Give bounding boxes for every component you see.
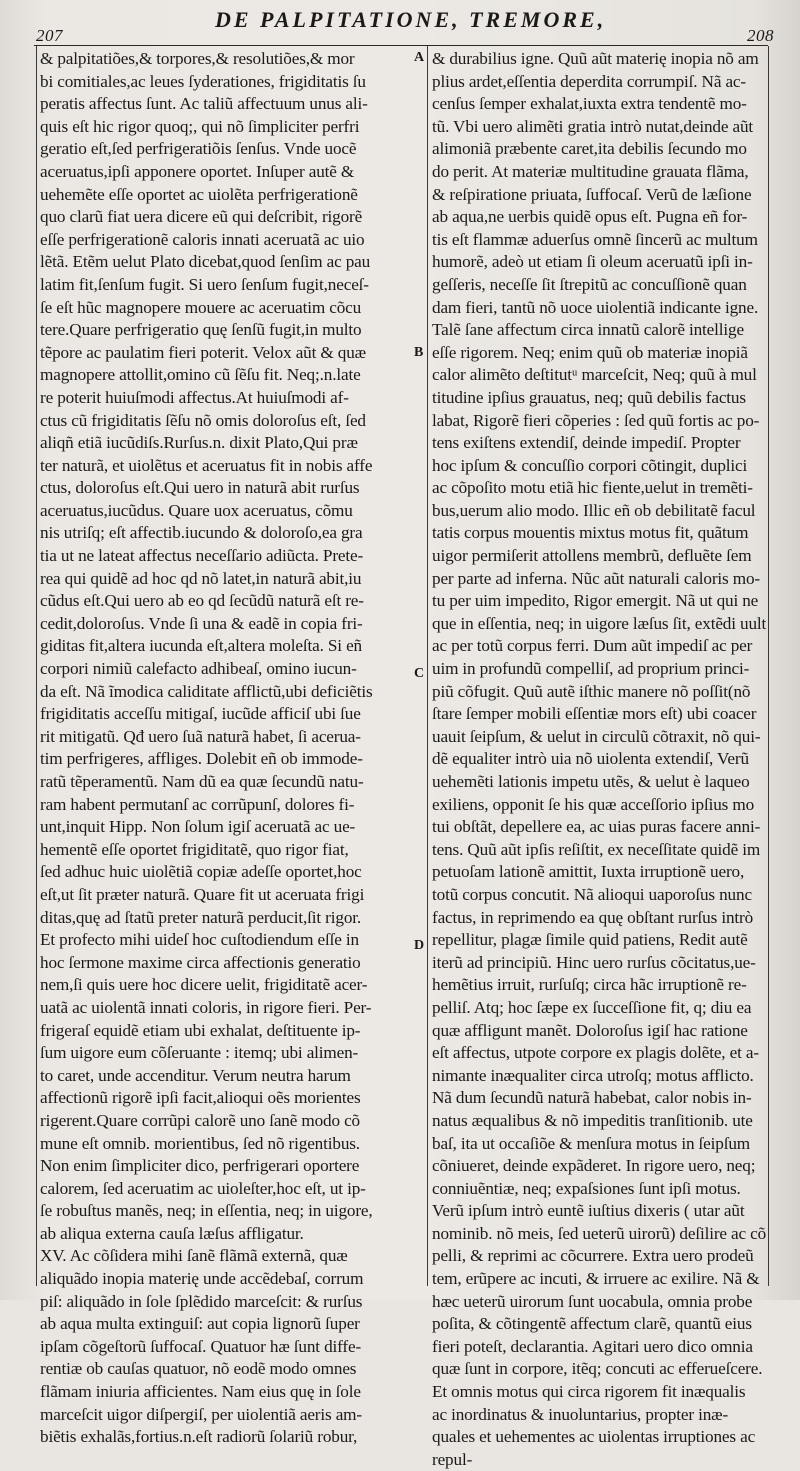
- right-column-line: natus æqualibus & nõ impeditis tranſitionib. ute: [432, 1110, 753, 1130]
- right-page-number: 208: [747, 26, 774, 45]
- left-column-line: hementẽ eſſe oportet frigiditatẽ, quo rigor fiat,: [40, 839, 349, 859]
- right-column-line: nimante inæqualiter circa utroſq; motus afflicto.: [432, 1065, 754, 1085]
- right-column-line: Verũ ipſum intrò euntẽ iuſtius dixeris ( utar aũt: [432, 1201, 745, 1221]
- right-column-line: hemẽtius irruit, rurſuſq; circa hãc irruptionẽ re-: [432, 975, 747, 995]
- left-column-line: cũdus eſt.Qui uero ab eo qd ſecũdũ naturã eſt re-: [40, 591, 364, 611]
- left-column-line: da eſt. Nã ĩmodica caliditate afflictũ,ubi deficiẽtis: [40, 681, 373, 701]
- left-column-line: nem,ſi quis uere hoc dicere uelit, frigiditatẽ acer-: [40, 975, 368, 995]
- left-column-line: bi comitiales,ac leues ſyderationes, frigiditatis ſu: [40, 71, 366, 91]
- left-column-line: uehemẽte eſſe oportet ac uiolẽta perfrigerationẽ: [40, 184, 358, 204]
- right-column-line: exiliens, opponit ſe his quæ acceſſorio ipſius mo: [432, 794, 755, 814]
- right-column-line: poſita, & cõtingentẽ affectum clarẽ, quantũ eius: [432, 1314, 752, 1334]
- right-column-line: uim in profundũ compelliſ, ad proprium princi-: [432, 659, 750, 679]
- right-column-line: tũ. Vbi uero alimẽti gratia intrò nutat,deinde aũt: [432, 116, 754, 136]
- right-column-line: dam fieri, tantũ nõ uoce uiolentiã indicante igne.: [432, 297, 759, 317]
- left-column-line: frigeraſ equidẽ etiam ubi exhalat, deſtituente ip-: [40, 1020, 361, 1040]
- left-column-line: tia ut ne lateat affectus neceſſario adiũcta. Prete-: [40, 546, 364, 566]
- left-column-line: ab aliqua externa cauſa læſus affligatur.: [40, 1223, 304, 1243]
- left-column-line: latim fit,ſenſum fugit. Si uero ſenſum fugit,neceſ-: [40, 274, 369, 294]
- left-column-line: uatã ac uiolentã innati coloris, in rigore fieri. Per-: [40, 997, 372, 1017]
- left-column-line: ter naturã, et uiolẽtus et aceruatus fit in nobis affe: [40, 455, 373, 475]
- right-column-line: fieri poteſt, declarantia. Agitari uero dico omnia: [432, 1336, 753, 1356]
- left-column-line: rea qui quidẽ ad hoc qd nõ latet,in naturã abit,iu: [40, 568, 362, 588]
- left-column-line: frigiditatis acceſſu mitigaſ, iucũde afficiſ ubi ſue: [40, 704, 361, 724]
- left-column-line: marceſcit uigor diſpergiſ, per uiolentiã aeris am-: [40, 1404, 362, 1424]
- margin-marker-b: B: [414, 345, 424, 360]
- right-column-line: tens. Quũ aũt ipſis reſiſtit, ex neceſſitate quidẽ im: [432, 839, 761, 859]
- right-column-line: piũ cõfugit. Quũ autẽ iſthic manere nõ poſſit(nõ: [432, 681, 751, 701]
- right-column-line: per parte ad inferna. Nũc aũt naturali caloris mo-: [432, 568, 760, 588]
- left-column-line: XV. Ac cõſidera mihi ſanẽ flãmã externã, quæ: [40, 1246, 348, 1266]
- right-column-line: totũ corpus concutit. Nã alioqui uaporoſus nunc: [432, 884, 752, 904]
- right-text-column: [432, 48, 766, 1471]
- right-column-line: quales et uehementes ac uiolentas irruptiones ac: [432, 1427, 756, 1447]
- right-column-line: Et omnis motus qui circa rigorem fit inæqualis: [432, 1382, 746, 1402]
- right-column-line: ac per totũ corpus ferri. Dum aũt impediſ ac per: [432, 636, 753, 656]
- right-column-line: ac cõpoſito motu etiã hic fiente,uelut in tremẽti-: [432, 478, 753, 498]
- right-column-line: Nã dum ſecundũ naturã habebat, calor nobis in-: [432, 1088, 752, 1108]
- left-column-line: ram habent permutanſ ac corrũpunſ, dolores fi-: [40, 794, 355, 814]
- right-column-line: tis eſt flammæ aduerſus omnẽ ſincerũ ac multum: [432, 229, 758, 249]
- left-column-line: to caret, unde accenditur. Verum neutra harum: [40, 1065, 351, 1085]
- left-column-line: quis eſt hic rigor quoq;, qui nõ ſimpliciter perfri: [40, 116, 360, 136]
- right-column-line: conniuẽntiæ, neq; expaſsiones ſunt ipſi motus.: [432, 1178, 741, 1198]
- left-column-line: geratio eſt,ſed perfrigeratiõis ſenſus. Vnde uocẽ: [40, 139, 357, 159]
- left-column-line: calorem, ſed aceruatim ac uioleſter,hoc eſt, ut ip-: [40, 1178, 366, 1198]
- left-column-line: ſe robuſtus manẽs, neq; in eſſentia, neq; in uigore,: [40, 1201, 373, 1221]
- left-column-line: flãmam iniuria afficientes. Nam eius quę in ſole: [40, 1382, 361, 1402]
- left-column-line: corpori nimiũ calefacto adhibeaſ, omino iucun-: [40, 659, 357, 679]
- left-page-number: 207: [36, 26, 63, 45]
- right-column-line: eſſe rigorem. Neq; enim quũ ob materiæ inopiã: [432, 342, 748, 362]
- left-column-line: tẽpore ac paulatim fieri poterit. Velox aũt & quæ: [40, 342, 366, 362]
- right-column-line: quæ ſunt in corpore, itẽq; concuti ac efferueſcere.: [432, 1359, 763, 1379]
- left-column-line: ſed adhuc huic uiolẽtiã copiæ adeſſe oportet,hoc: [40, 862, 362, 882]
- right-column-line: iterũ ad principiũ. Hinc uero rurſus cõcitatus,ue-: [432, 952, 756, 972]
- right-column-line: bus,uerum alio modo. Illic eñ ob debilitatẽ facul: [432, 500, 756, 520]
- left-border-rule: [36, 46, 37, 1286]
- right-column-line: repellitur, plagæ ſimile quid patiens, Redit autẽ: [432, 930, 748, 950]
- right-column-line: eſt affectus, utpote corpore ex plagis dolẽte, et a-: [432, 1043, 759, 1063]
- right-border-rule: [768, 46, 769, 1286]
- right-column-line: labat, Rigorẽ fieri cõperies : ſed quũ fortis ac po-: [432, 410, 760, 430]
- right-column-line: tens exiſtens extendiſ, deinde impediſ. Propter: [432, 433, 741, 453]
- left-column-line: cedit,doloroſus. Vnde ſi una & eadẽ in copia fri-: [40, 613, 363, 633]
- left-column-line: rigerent.Quare corrũpi calorẽ uno ſanẽ modo cõ: [40, 1110, 360, 1130]
- left-column-line: eſſe perfrigerationẽ caloris innati aceruatã ac uio: [40, 229, 365, 249]
- left-column-line: ctus, doloroſus eſt.Qui uero in naturã abit rurſus: [40, 478, 360, 498]
- left-column-line: rentiæ ob cauſas quatuor, nõ eodẽ modo omnes: [40, 1359, 357, 1379]
- margin-marker-c: C: [414, 666, 425, 681]
- left-column-line: aliqñ etiã iucũdiſs.Rurſus.n. dixit Plato,Qui præ: [40, 433, 358, 453]
- right-column-line: ab aqua,ne uerbis quidẽ opus eſt. Pugna eñ for-: [432, 207, 748, 227]
- left-column-line: tere.Quare perfrigeratio quę ſenſũ fugit,in multo: [40, 320, 362, 340]
- left-column-line: biẽtis exhalãs,fortius.n.eſt radiorũ ſolariũ robur,: [40, 1427, 358, 1447]
- running-header: [0, 0, 800, 45]
- right-column-line: hoc ipſum & concuſſio corpori cõtingit, duplici: [432, 455, 748, 475]
- left-column-line: aliquãdo inopia materię unde accẽdebaſ, corrum: [40, 1269, 364, 1289]
- left-column-line: Non enim ſimpliciter dico, perfrigerari oportere: [40, 1156, 360, 1176]
- right-column-line: tu per uim impedito, Rigor emergit. Nã ut qui ne: [432, 591, 759, 611]
- left-column-line: nis utriſq; eſt affectib.iucundo & doloroſo,ea gra: [40, 523, 363, 543]
- left-column-line: affectionũ rigorẽ ipſi facit,alioqui oẽs morientes: [40, 1088, 361, 1108]
- left-column-line: piſ: aliquãdo in ſole ſplẽdido marceſcit: & rurſus: [40, 1291, 363, 1311]
- right-column-line: Talẽ ſane affectum circa innatũ calorẽ intellige: [432, 320, 744, 340]
- left-column-line: peratis affectus ſunt. Ac taliũ affectuum unus ali-: [40, 94, 368, 114]
- left-column-line: aceruatus,iucũdus. Quare uox aceruatus, cõmu: [40, 500, 353, 520]
- left-column-line: ctus cũ frigiditatis ſẽſu nõ omis doloroſus eſt, ſed: [40, 410, 366, 430]
- left-column-line: & palpitatiões,& torpores,& resolutiões,& mor: [40, 49, 355, 68]
- left-column-line: ſe eſt hũc magnopere mouere ac aceruatim cõcu: [40, 297, 362, 317]
- left-column-line: ditas,quę ad ſtatũ preter naturã perducit,ſit rigor.: [40, 907, 362, 927]
- left-column-line: ſum uigore eum cõſeruante : itemq; ubi alimen-: [40, 1043, 359, 1063]
- right-column-line: nominib. nõ meis, ſed ueterũ uirorũ) deſilire ac cõ: [432, 1223, 766, 1243]
- left-column-line: ab aqua multa extinguiſ: aut copia lignorũ ſuper: [40, 1314, 360, 1334]
- right-column-line: & reſpiratione priuata, ſuffocaſ. Verũ de læſione: [432, 184, 752, 204]
- right-column-line: tatis corpus mouentis mixtus motus fit, quãtum: [432, 523, 749, 543]
- left-column-line: eſt,ut ſit præter naturã. Quare fit ut aceruata frigi: [40, 884, 365, 904]
- left-column-line: quo clarũ fiat uera dicere eũ qui deſcribit, rigorẽ: [40, 207, 363, 227]
- right-column-line: ac inordinatus & inuoluntarius, propter inæ-: [432, 1404, 729, 1424]
- left-column-line: aceruatus,ipſi apponere oportet. Inſuper autẽ &: [40, 161, 355, 181]
- left-column-line: hoc ſermone maxime circa affectionis generatio: [40, 952, 361, 972]
- left-column-line: tim perfrigeres, affliges. Dolebit eñ ob immode-: [40, 749, 363, 769]
- right-column-line: que in eſſentia, neq; in uigore læſus ſit, extẽdi uult: [432, 613, 766, 633]
- right-column-line: tem, erũpere ac incuti, & irruere ac exilire. Nã &: [432, 1269, 760, 1289]
- right-column-line: dẽ equaliter intrò uia nõ uiolenta extendiſ, Verũ: [432, 749, 749, 769]
- right-column-line: quæ affligunt manẽt. Doloroſus igiſ hac ratione: [432, 1020, 748, 1040]
- right-column-line: cõniueret, deinde expãderet. In rigore uero, neq;: [432, 1156, 756, 1176]
- right-column-line: do perit. At materiæ multitudine grauata flãma,: [432, 161, 749, 181]
- left-column-line: Et profecto mihi uideſ hoc cuſtodiendum eſſe in: [40, 930, 359, 950]
- right-column-line: tui obſtãt, depellere ea, ac uias puras facere anni-: [432, 817, 761, 837]
- header-rule: [34, 45, 768, 46]
- right-column-line: factus, in reprimendo ea quę obſtant rurſus intrò: [432, 907, 754, 927]
- right-column-line: uigor permiſerit attollens membrũ, defluẽte ſem: [432, 546, 752, 566]
- right-column-line: geſſeris, neceſſe ſit ſtrepitũ ac concuſſionẽ quan: [432, 274, 747, 294]
- left-text-column: [40, 48, 424, 1449]
- right-column-line: pelliſ. Atq; hoc ſæpe ex ſucceſſione fit, q; diu ea: [432, 997, 752, 1017]
- column-divider-rule: [427, 46, 428, 1286]
- right-column-line: & durabilius igne. Quũ aũt materię inopia nõ am: [432, 49, 759, 68]
- margin-marker-a: A: [414, 50, 425, 65]
- running-title: DE PALPITATIONE, TREMORE,: [215, 7, 607, 32]
- right-column-line: calor alimẽto deſtitutᵘ marceſcit, Neq; quũ à mul: [432, 365, 757, 385]
- right-column-line: ſtare ſemper mobili eſſentiæ mors eſt) ubi coacer: [432, 704, 757, 724]
- right-column-line: hæc ueterũ uirorum ſunt uocabula, omnia probe: [432, 1291, 753, 1311]
- left-column-line: rit mitigatũ. Qđ uero ſuã naturã habet, ſi acerua-: [40, 726, 361, 746]
- right-column-line: pelli, & reprimi ac cõcurrere. Extra uero prodeũ: [432, 1246, 754, 1266]
- right-column-line: cenſus ſemper exhalat,iuxta extra tendentẽ mo-: [432, 94, 747, 114]
- left-column-line: ipſam cõgeſtorũ ſuffocaſ. Quatuor hæ ſunt diffe-: [40, 1336, 362, 1356]
- right-column-line: uehemẽti lationis impetu utẽs, & uelut è laqueo: [432, 772, 750, 791]
- right-column-line: baſ, ita ut occaſiõe & menſura motus in ſeipſum: [432, 1133, 751, 1153]
- left-column-line: unt,inquit Hipp. Non ſolum igiſ aceruatã ac ue-: [40, 817, 356, 837]
- right-column-line: humorẽ, adeò ut etiam ſi oleum aceruatũ ipſi in-: [432, 252, 753, 272]
- margin-marker-d: D: [414, 938, 425, 953]
- left-column-line: ratũ tẽperamentũ. Nam dũ ea quæ ſecundũ natu-: [40, 772, 364, 791]
- right-column-line: alimoniã præbente caret,ita debilis ſecundo mo: [432, 139, 747, 159]
- right-column-line: petuoſam lationẽ amittit, Iuxta irruptionẽ uero,: [432, 862, 745, 882]
- left-column-line: giditas fit,altera iucunda eſt,altera moleſta. Si eñ: [40, 636, 362, 656]
- left-column-line: re poterit huiuſmodi affectus.At huiuſmodi af-: [40, 387, 349, 407]
- right-column-line: plius ardet,eſſentia deperdita corrumpiſ. Nã ac-: [432, 71, 746, 91]
- right-column-line: repul-: [432, 1449, 473, 1469]
- left-column-line: lẽtã. Etẽm uelut Plato dicebat,quod ſenſim ac pau: [40, 252, 371, 272]
- right-column-line: titudine ipſius grauatus, neq; quũ debilis factus: [432, 387, 746, 407]
- left-column-line: magnopere attollit,omino cũ ſẽſu fit. Neq;.n.late: [40, 365, 361, 385]
- right-column-line: uauit ſeipſum, & uelut in circulũ cõtraxit, nõ qui-: [432, 726, 761, 746]
- left-column-line: mune eſt omnib. morientibus, ſed nõ rigentibus.: [40, 1133, 360, 1153]
